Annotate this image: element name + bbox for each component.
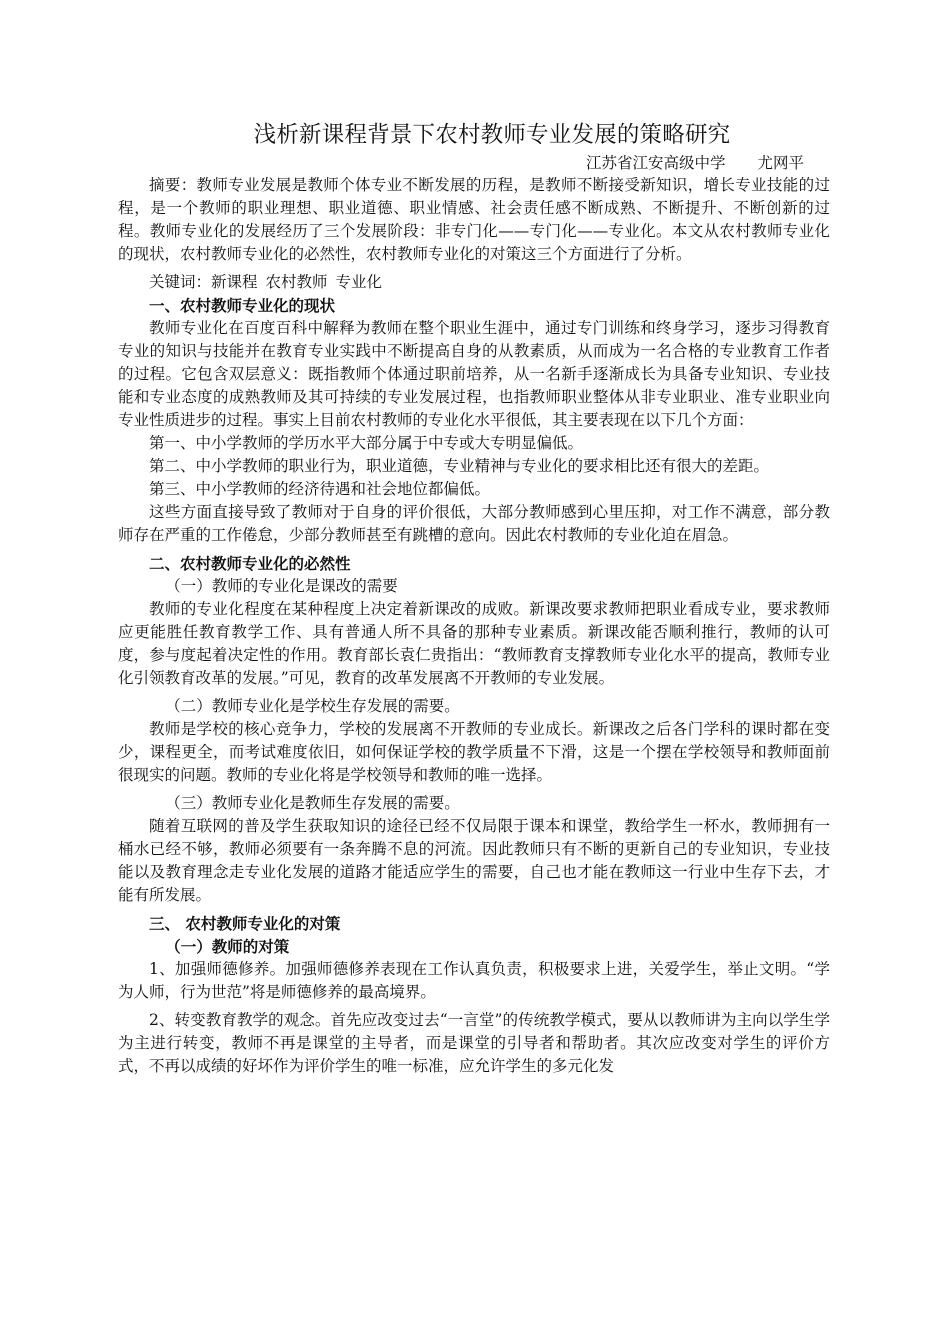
section-1-point-first: 第一、中小学教师的学历水平大部分属于中专或大专明显偏低。	[149, 434, 584, 452]
section-1-heading: 一、农村教师专业化的现状	[149, 296, 336, 315]
section-2-subheading-2: （二）教师专业化是学校生存发展的需要。	[165, 697, 460, 715]
section-2-subheading-1: （一）教师的专业化是课改的需要	[165, 577, 398, 595]
section-3-item-2: 2、转变教育教学的观念。首先应改变过去“一言堂”的传统教学模式，要从以教师讲为主向以学生学为主进行转变，教师不再是课堂的主导者，而是课堂的引导者和帮助者。其次应改变对学生的评价方式，不再以成绩的好坏作为评价学生的唯一标准，应允许学生的多元化发	[118, 1011, 830, 1075]
section-1-point-second: 第二、中小学教师的职业行为，职业道德，专业精神与专业化的要求相比还有很大的差距。	[149, 457, 770, 475]
keywords-label: 关键词：	[149, 273, 212, 291]
keyword-3: 专业化	[335, 273, 383, 291]
paper-title: 浅析新课程背景下农村教师专业发展的策略研究	[253, 122, 731, 148]
section-2-paragraph-2: 教师是学校的核心竞争力，学校的发展离不开教师的专业成长。新课改之后各门学科的课时都在变少，课程更全，而考试难度依旧，如何保证学校的教学质量不下滑，这是一个摆在学校领导和教师面前很现实的问题。教师的专业化将是学校领导和教师的唯一选择。	[118, 720, 830, 784]
section-1-paragraph-1: 教师专业化在百度百科中解释为教师在整个职业生涯中，通过专门训练和终身学习，逐步习得教育专业的知识与技能并在教育专业实践中不断提高自身的从教素质，从而成为一名合格的专业教育工作者的过程。它包含双层意义：既指教师个体通过职前培养，从一名新手逐渐成长为具备专业知识、专业技能和专业态度的成熟教师及其可持续的专业发展过程，也指教师职业整体从非专业职业、准专业职业向专业性质进步的过程。事实上目前农村教师的专业化水平很低，其主要表现在以下几个方面：	[118, 319, 830, 429]
section-2-paragraph-1: 教师的专业化程度在某种程度上决定着新课改的成败。新课改要求教师把职业看成专业，要求教师应更能胜任教育教学工作、具有普通人所不具备的那种专业素质。新课改能否顺利推行，教师的认可度，参与度起着决定性的作用。教育部长袁仁贵指出：“教师教育支撑教师专业化水平的提高，教师专业化引领教育改革的发展。”可见，教育的改革发展离不开教师的专业发展。	[118, 600, 830, 687]
document-page	[118, 118, 830, 1078]
author-line	[118, 152, 830, 174]
section-3-subheading-1: （一）教师的对策	[165, 937, 290, 956]
abstract-paragraph: 摘要：教师专业发展是教师个体专业不断发展的历程，是教师不断接受新知识，增长专业技能的过程，是一个教师的职业理想、职业道德、职业情感、社会责任感不断成熟、不断提升、不断创新的过程。教师专业化的发展经历了三个发展阶段：非专门化——专门化——专业化。本文从农村教师专业化的现状，农村教师专业化的必然性，农村教师专业化的对策这三个方面进行了分析。	[118, 176, 830, 263]
section-1-point-third: 第三、中小学教师的经济待遇和社会地位都偏低。	[149, 480, 491, 498]
section-2-subheading-3: （三）教师专业化是教师生存发展的需要。	[165, 794, 460, 812]
keyword-2: 农村教师	[265, 273, 328, 291]
section-2-heading: 二、农村教师专业化的必然性	[149, 554, 351, 573]
author-school: 江苏省江安高级中学	[585, 154, 726, 172]
keyword-1: 新课程	[211, 273, 258, 291]
author-name: 尤网平	[757, 154, 804, 172]
section-3-item-1: 1、加强师德修养。加强师德修养表现在工作认真负责，积极要求上进，关爱学生，举止文明。“学为人师，行为世范”将是师德修养的最高境界。	[118, 960, 830, 1001]
section-2-paragraph-3: 随着互联网的普及学生获取知识的途径已经不仅局限于课本和课堂，教给学生一杯水，教师拥有一桶水已经不够，教师必须要有一条奔腾不息的河流。因此教师只有不断的更新自己的专业知识，专业技能以及教育理念走专业化发展的道路才能适应学生的需要，自己也才能在教师这一行业中生存下去，才能有所发展。	[118, 817, 830, 904]
section-3-heading: 三、 农村教师专业化的对策	[149, 914, 341, 933]
section-1-paragraph-2: 这些方面直接导致了教师对于自身的评价很低，大部分教师感到心里压抑，对工作不满意，部分教师存在严重的工作倦怠，少部分教师甚至有跳槽的意向。因此农村教师的专业化迫在眉急。	[118, 503, 830, 544]
keywords-line	[118, 271, 830, 294]
